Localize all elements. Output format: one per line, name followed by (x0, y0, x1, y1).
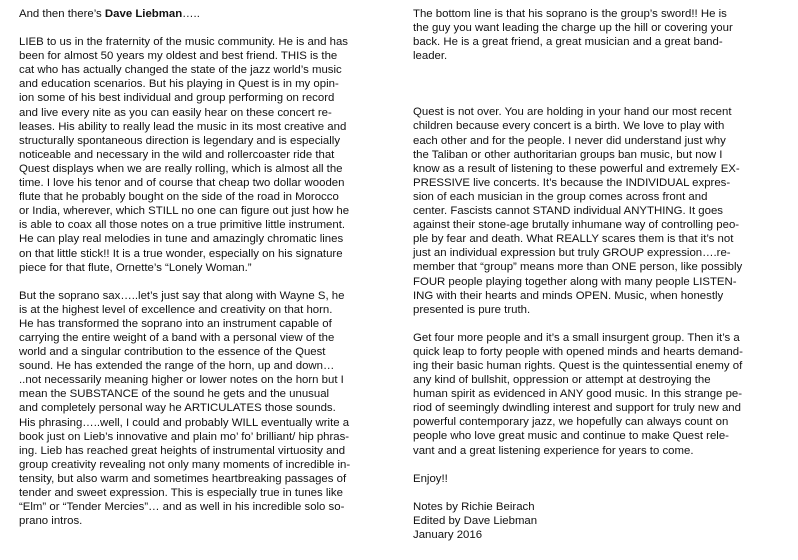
intro-prefix: And then there’s (19, 8, 105, 20)
paragraph-lieb-intro: LIEB to us in the fraternity of the music community. He is and has been for almost 50 years my oldest and best friend. THIS is the cat who has actually changed the state of the jazz world’s music and education scenarios. But his playing in Quest is in my opin- ion some of his best individual and group performing on record and live every nite as you can easily hear on these concert re- leases. His ability to really lead the music in its most creative and structurally spontaneous direction is legendary and is especially noticeable and necessary in the wild and rollercoaster ride that Quest displays when we are really rolling, which is almost all the time. I love his tenor and of course that cheap two dollar wooden flute that he probably bought on the side of the road in Morocco or India, wherever, which STILL no one can figure out just how he is able to coax all those notes on a true primitive little instrument. He can play real melodies in tune and amazingly chromatic lines on that little stick!! It is a true wonder, especially on his signature piece for that flute, Ornette’s “Lonely Woman.” (19, 36, 350, 274)
intro-name: Dave Liebman (104, 8, 183, 20)
left-column (19, 7, 391, 528)
paragraph-quest-not-over: Quest is not over. You are holding in your hand our most recent children because every concert is a birth. We love to play with each other and for the people. I never did understand just why the Taliban or other authoritarian groups ban music, but now I know as a result of listening to these powerful and extremely EX- PRESSIVE live concerts. It’s because the INDIVIDUAL expres- sion of each musician in the group comes across front and center. Fascists cannot STAND individual ANYTHING. It goes against their stone-age brutally inhumane way of controlling peo- ple by fear and death. What REALLY scares them is that it’s not just an individual expression but truly GROUP expression….re- member that “group” means more than ONE person, like possibly FOUR people playing together along with many people LISTEN- ING with their hearts and minds OPEN. Music, when honestly presented is pure truth. (413, 106, 743, 316)
paragraph-insurgent-group: Get four more people and it’s a small insurgent group. Then it’s a quick leap to forty people with opened minds and hearts demand- ing their basic human rights. Quest is the quintessential enemy of any kind of bullshit, oppression or attempt at destroying the human spirit as evidenced in ANY good music. In this strange pe- riod of seemingly dwindling interest and support for truly new and powerful contemporary jazz, we hopefully can always count on people who love great music and continue to make Quest rele- vant and a great listening experience for years to come. (413, 331, 743, 457)
intro-line (19, 7, 391, 21)
credit-edited-by: Edited by Dave Liebman (413, 514, 538, 527)
paragraph-bottom-line: The bottom line is that his soprano is the group’s sword!! He is the guy you want leading the charge up the hill or covering your back. He is a great friend, a great musician and a great band- leader. (413, 8, 733, 63)
credit-date: January 2016 (413, 528, 483, 541)
right-column (413, 7, 783, 542)
closing-line: Enjoy!! (413, 472, 448, 485)
credit-notes-by: Notes by Richie Beirach (413, 500, 535, 513)
paragraph-soprano-sax: But the soprano sax…..let’s just say that along with Wayne S, he is at the highest level of excellence and creativity on that horn. He has transformed the soprano into an instrument capable of carrying the entire weight of a band with a personal view of the world and a singular contribution to the essence of the Quest sound. He has extended the range of the horn, up and down… ..not necessarily meaning higher or lower notes on the horn but I mean the SUBSTANCE of the sound he gets and the unusual and completely personal way he ARTICULATES those sounds. His phrasing…..well, I could and probably WILL eventually write a book just on Lieb’s innovative and plain mo’ fo’ brilliant/ hip phras- ing. Lieb has reached great heights of instrumental virtuosity and group creativity revealing not only many moments of incredible in- tensity, but also warm and sometimes heartbreaking passages of tender and sweet expression. This is especially true in tunes like “Elm” or “Tender Mercies”… and as well in his incredible solo so- prano intros. (19, 289, 351, 528)
intro-suffix: ….. (182, 8, 200, 20)
